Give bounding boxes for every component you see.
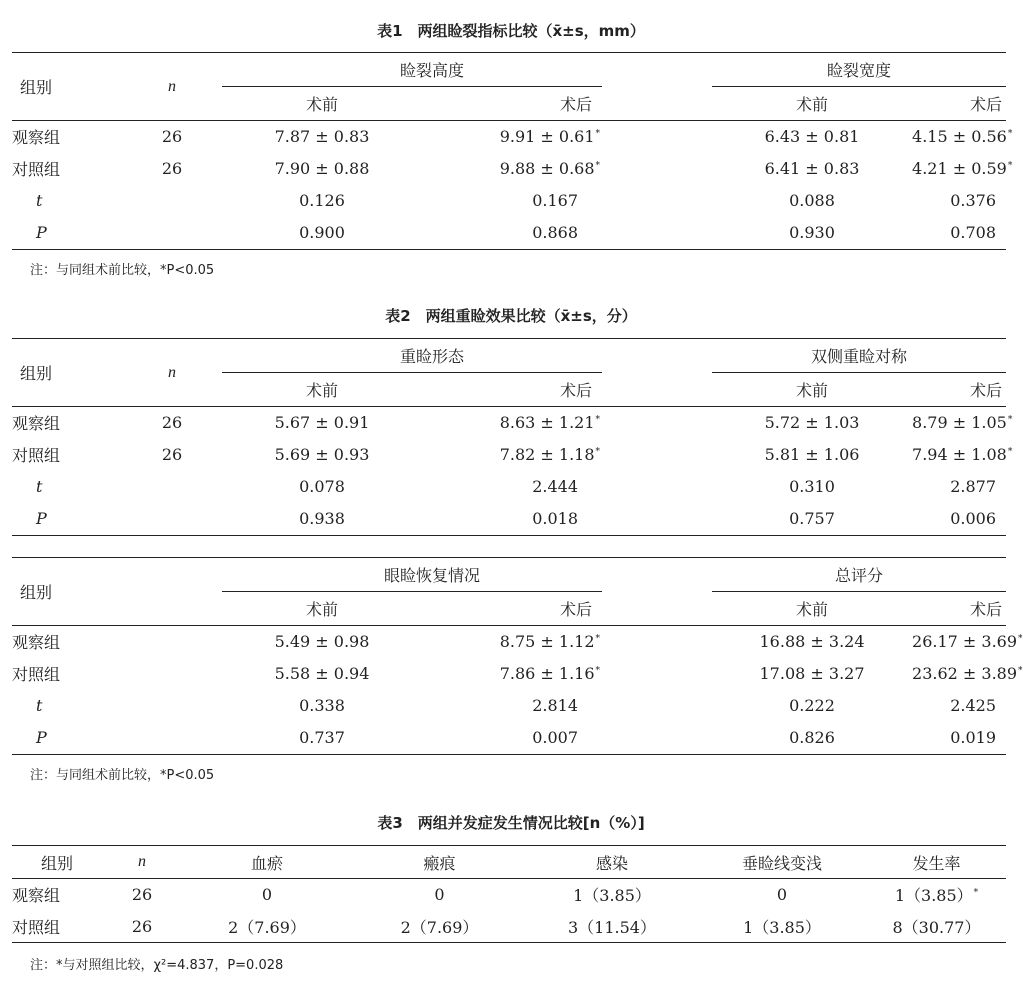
table3-caption: 表3 两组并发症发生情况比较[n（%）]: [377, 814, 645, 832]
table-row: [12, 658, 1006, 690]
cell: 0.737: [299, 728, 345, 748]
cell: 0.222: [789, 696, 835, 715]
cell: 0: [261, 885, 273, 905]
cell: 23.62 ± 3.89*: [912, 664, 1023, 683]
cell: 2.814: [532, 696, 579, 715]
cell: 0: [434, 885, 445, 905]
cell: 7.94 ± 1.08*: [912, 445, 1013, 464]
row-label: 对照组: [12, 917, 61, 937]
cell: 0.126: [299, 191, 345, 210]
cell: 4.21 ± 0.59*: [912, 159, 1013, 178]
row-label: 对照组: [12, 446, 61, 465]
table-row: [12, 626, 1006, 658]
n-label: n: [168, 77, 176, 95]
cell: 0.938: [299, 509, 345, 529]
cell: 8.79 ± 1.05*: [912, 413, 1013, 433]
cell: 9.91 ± 0.61*: [499, 127, 601, 147]
cell: 0.930: [789, 223, 835, 243]
cell: 17.08 ± 3.27: [759, 664, 865, 683]
post-header: 术后: [970, 381, 1003, 400]
table2: [12, 338, 1013, 536]
row-label: t: [36, 477, 43, 496]
header-cell: 发生率: [912, 853, 961, 873]
cell: 26: [131, 916, 153, 936]
cell: 0.167: [532, 191, 579, 210]
pre-header: 术前: [796, 95, 829, 114]
cell: 0.006: [950, 509, 997, 529]
table-row: [12, 722, 1006, 755]
cell: 2.425: [950, 696, 997, 715]
cell: 6.41 ± 0.83: [764, 159, 860, 178]
cell: 7.82 ± 1.18*: [499, 445, 601, 464]
row-n: [122, 503, 222, 536]
group-b-header: 双侧重睑对称: [712, 339, 1006, 373]
row-n: 26: [161, 159, 183, 178]
row-n: [122, 471, 222, 503]
table2-note: 注：与同组术前比较，*P<0.05: [30, 768, 215, 783]
cell: 0.310: [789, 477, 835, 496]
row-label: P: [36, 509, 47, 529]
table1: [12, 52, 1013, 250]
row-label: P: [36, 728, 47, 748]
row-n: [122, 185, 222, 217]
header-cell: 感染: [595, 853, 628, 873]
table1-note: 注：与同组术前比较，*P<0.05: [30, 263, 215, 278]
group-label: 组别: [20, 364, 53, 383]
row-n: 26: [161, 127, 183, 147]
cell: 8.75 ± 1.12*: [499, 632, 601, 652]
cell: 16.88 ± 3.24: [759, 632, 865, 652]
cell: 7.87 ± 0.83: [274, 127, 370, 147]
post-header: 术后: [560, 95, 593, 114]
group-b-header: 睑裂宽度: [712, 53, 1006, 87]
group-c-header: 眼睑恢复情况: [222, 558, 602, 592]
header-cell: 瘢痕: [423, 853, 456, 873]
group-label: 组别: [20, 78, 53, 97]
cell: 3（11.54）: [568, 917, 656, 937]
table-row: [12, 121, 1006, 153]
group-a-header: 睑裂高度: [222, 53, 602, 87]
header-cell: 血瘀: [250, 853, 283, 873]
cell: 0.018: [532, 509, 579, 529]
row-label: 对照组: [12, 160, 61, 179]
row-label: 对照组: [12, 665, 61, 684]
cell: 5.67 ± 0.91: [274, 413, 370, 433]
post-header: 术后: [970, 600, 1003, 619]
pre-header: 术前: [796, 600, 829, 619]
cell: 1（3.85）*: [894, 886, 979, 906]
post-header: 术后: [560, 600, 593, 619]
row-n: 26: [161, 413, 183, 433]
table2-caption: 表2 两组重睑效果比较（x̄±s，分）: [385, 307, 637, 325]
cell: 5.81 ± 1.06: [764, 445, 860, 464]
cell: 1（3.85）: [573, 886, 651, 906]
row-label: t: [36, 696, 43, 715]
row-n: 26: [161, 445, 183, 464]
row-label: P: [36, 223, 47, 243]
cell: 0: [776, 885, 788, 905]
table-row: [12, 407, 1006, 439]
row-label: 观察组: [12, 414, 61, 434]
pre-header: 术前: [305, 381, 338, 400]
cell: 4.15 ± 0.56*: [912, 127, 1013, 147]
group-a-header: 重睑形态: [222, 339, 602, 373]
table3: [12, 845, 1006, 943]
table-row: [12, 153, 1006, 185]
table-row: [12, 471, 1006, 503]
cell: 2（7.69）: [400, 917, 479, 937]
cell: 26.17 ± 3.69*: [912, 632, 1023, 652]
cell: 0.826: [789, 728, 835, 748]
table-row: [12, 217, 1006, 250]
table2-continued: [12, 557, 1023, 755]
table3-note: 注：*与对照组比较，χ²=4.837，P=0.028: [30, 958, 284, 973]
row-label: 观察组: [12, 633, 61, 653]
table-row: [12, 185, 1006, 217]
n-label: n: [168, 363, 176, 381]
row-label: t: [36, 191, 43, 210]
cell: 2.444: [532, 477, 579, 496]
cell: 0.708: [950, 223, 997, 243]
cell: 7.90 ± 0.88: [274, 159, 370, 178]
row-label: 观察组: [12, 128, 61, 148]
cell: 9.88 ± 0.68*: [499, 159, 601, 178]
table-row: [12, 879, 1006, 911]
post-header: 术后: [560, 381, 593, 400]
cell: 0.088: [789, 191, 835, 210]
cell: 5.49 ± 0.98: [274, 632, 370, 652]
cell: 0.900: [299, 223, 345, 243]
cell: 1（3.85）: [743, 917, 821, 937]
table-row: [12, 439, 1006, 471]
row-label: 观察组: [12, 886, 61, 906]
cell: 5.58 ± 0.94: [274, 664, 370, 683]
table-row: [12, 911, 1006, 943]
pre-header: 术前: [796, 381, 829, 400]
cell: 0.078: [299, 477, 345, 496]
cell: 5.69 ± 0.93: [274, 445, 370, 464]
cell: 2（7.69）: [228, 917, 306, 937]
cell: 0.868: [532, 223, 579, 243]
post-header: 术后: [970, 95, 1003, 114]
cell: 8（30.77）: [892, 917, 981, 937]
group-d-header: 总评分: [712, 558, 1006, 592]
group-label: 组别: [20, 583, 53, 602]
cell: 0.007: [532, 728, 579, 748]
table-row: [12, 503, 1006, 536]
pre-header: 术前: [305, 95, 338, 114]
cell: 0.376: [950, 191, 997, 210]
cell: 5.72 ± 1.03: [764, 413, 860, 433]
header-cell: 垂睑线变浅: [741, 853, 822, 873]
header-cell: n: [138, 853, 146, 870]
row-n: [122, 217, 222, 250]
cell: 0.757: [789, 509, 835, 529]
cell: 26: [131, 885, 153, 905]
cell: 8.63 ± 1.21*: [499, 413, 601, 433]
cell: 6.43 ± 0.81: [764, 127, 860, 147]
header-cell: 组别: [40, 853, 73, 873]
cell: 0.338: [299, 696, 345, 715]
table-row: [12, 690, 1006, 722]
table1-caption: 表1 两组睑裂指标比较（x̄±s，mm）: [377, 22, 645, 40]
cell: 0.019: [950, 728, 997, 748]
cell: 2.877: [950, 477, 997, 496]
pre-header: 术前: [305, 600, 338, 619]
cell: 7.86 ± 1.16*: [499, 664, 601, 683]
